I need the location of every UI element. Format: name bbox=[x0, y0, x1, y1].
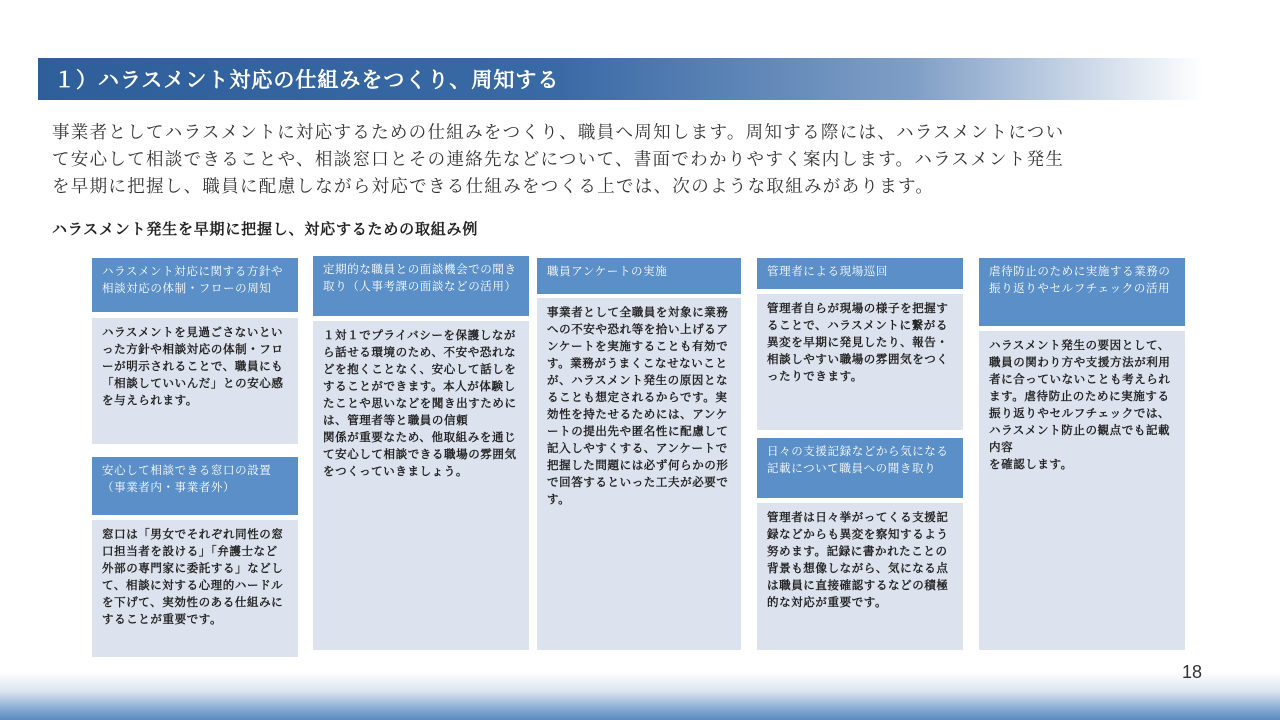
intro-paragraph bbox=[52, 120, 1212, 201]
footer-band bbox=[0, 672, 1280, 720]
card-heading-text: 職員アンケートの実施 bbox=[547, 264, 668, 278]
section-subheading: ハラスメント発生を早期に把握し、対応するための取組み例 bbox=[52, 220, 479, 238]
card-heading-records bbox=[757, 438, 963, 498]
card-heading-self-check bbox=[979, 258, 1185, 326]
card-body-text: ハラスメントを見過ごさないといった方針や相談対応の体制・フローが明示されることで、職員にも「相談していいんだ」との安心感を与えられます。 bbox=[102, 325, 284, 407]
card-heading-interview bbox=[313, 256, 529, 316]
card-body-patrol bbox=[757, 294, 963, 430]
card-body-policy bbox=[92, 318, 298, 444]
card-body-text: 管理者自らが現場の様子を把握することで、ハラスメントに繋がる異変を早期に発見したり、報告・相談しやすい職場の雰囲気をつくったりできます。 bbox=[767, 301, 949, 383]
card-heading-text: 虐待防止のために実施する業務の振り返りやセルフチェックの活用 bbox=[989, 264, 1171, 295]
card-heading-survey bbox=[537, 258, 741, 294]
card-body-survey bbox=[537, 298, 741, 650]
card-body-interview bbox=[313, 321, 529, 650]
intro-line: を早期に把握し、職員に配慮しながら対応できる仕組みをつくる上では、次のような取組みがあります。 bbox=[52, 177, 935, 197]
card-heading-text: 定期的な職員との面談機会での聞き取り（人事考課の面談などの活用） bbox=[323, 262, 517, 293]
card-body-records bbox=[757, 503, 963, 650]
intro-line: 事業者としてハラスメントに対応するための仕組みをつくり、職員へ周知します。周知する際には、ハラスメントについ bbox=[52, 123, 1065, 143]
card-heading-text: 日々の支援記録などから気になる記載について職員への聞き取り bbox=[767, 444, 949, 475]
card-heading-text: ハラスメント対応に関する方針や相談対応の体制・フローの周知 bbox=[102, 264, 284, 295]
page-title: １）ハラスメント対応の仕組みをつくり、周知する bbox=[54, 68, 560, 92]
card-body-text: 事業者として全職員を対象に業務への不安や恐れ等を拾い上げるアンケートを実施することも有効です。業務がうまくこなせないことが、ハラスメント発生の原因となることも想定されるからです。実効性を持たせるためには、アンケートの提出先や匿名性に配慮して記入しやすくする、アンケートで把握した問題には必ず何らかの形で回答するといった工夫が必要です。 bbox=[547, 305, 729, 506]
card-body-text: 関係が重要なため、他取組みを通じて安心して相談できる職場の雰囲気をつくっていきましょう。 bbox=[323, 430, 517, 478]
card-body-text: 背景も想像しながら、気になる点は職員に直接確認するなどの積極的な対応が重要です。 bbox=[767, 561, 949, 609]
card-heading-text: 管理者による現場巡回 bbox=[767, 264, 888, 278]
page-number: 18 bbox=[1181, 662, 1202, 682]
card-body-consult-window bbox=[92, 520, 298, 657]
card-heading-text: 安心して相談できる窓口の設置（事業者内・事業者外） bbox=[102, 463, 272, 494]
title-bar bbox=[38, 58, 1203, 100]
card-body-text: ハラスメント発生の要因として、職員の関わり方や支援方法が利用者に合っていないことも考えられます。虐待防止のために実施する振り返りやセルフチェックでは、ハラスメント防止の観点でも記載内容 bbox=[989, 338, 1171, 454]
card-body-text: １対１でプライバシーを保護しながら話せる環境のため、不安や恐れなどを抱くことなく、安心して話しをすることができます。本人が体験したことや思いなどを聞き出すためには、管理者等と職員の信頼 bbox=[323, 328, 517, 427]
card-heading-policy bbox=[92, 258, 298, 312]
card-body-text: 管理者は日々挙がってくる支援記録などからも異変を察知するよう努めます。記録に書かれたことの bbox=[767, 510, 949, 558]
card-heading-consult-window bbox=[92, 457, 298, 515]
card-body-text: 窓口は「男女でそれぞれ同性の窓口担当者を設ける」「弁護士など外部の専門家に委託する」などして、相談に対する心理的ハードルを下げて、実効性のある仕組みにすることが重要です。 bbox=[102, 527, 284, 626]
card-heading-patrol bbox=[757, 258, 963, 289]
card-body-self-check bbox=[979, 331, 1185, 650]
card-body-text: を確認します。 bbox=[989, 457, 1073, 471]
intro-line: て安心して相談できることや、相談窓口とその連絡先などについて、書面でわかりやすく案内します。ハラスメント発生 bbox=[52, 150, 1065, 170]
